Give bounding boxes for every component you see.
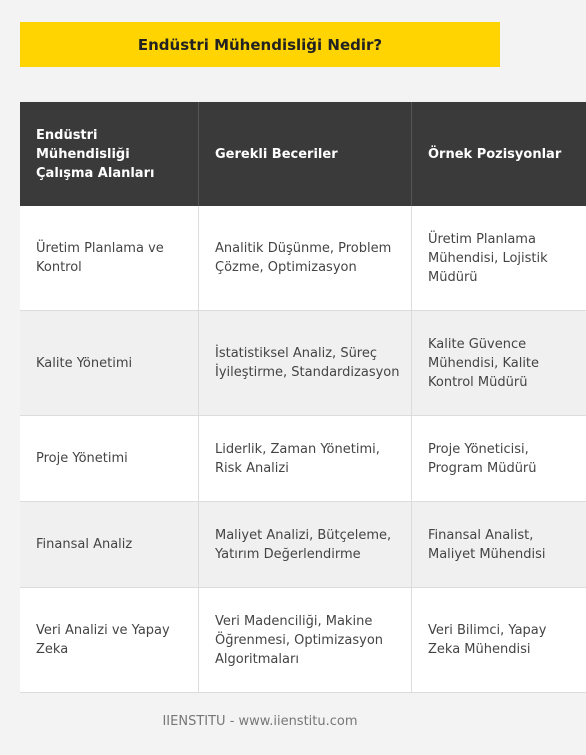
column-header-areas: Endüstri Mühendisliği Çalışma Alanları [20,102,199,206]
table-cell: Üretim Planlama Mühendisi, Lojistik Müdürü [412,206,586,311]
table-cell: Veri Bilimci, Yapay Zeka Mühendisi [412,588,586,693]
column-header-skills: Gerekli Beceriler [199,102,412,206]
table-cell: İstatistiksel Analiz, Süreç İyileştirme, Standardizasyon [199,311,412,416]
column-header-positions: Örnek Pozisyonlar [412,102,586,206]
table-row [20,588,586,693]
table-cell: Kalite Yönetimi [20,311,199,416]
table-cell: Veri Madenciliği, Makine Öğrenmesi, Optimizasyon Algoritmaları [199,588,412,693]
table-row [20,502,586,588]
table-row [20,206,586,311]
table-cell: Finansal Analiz [20,502,199,588]
page-title-banner [20,22,500,67]
data-table-container [20,102,562,693]
table-cell: Analitik Düşünme, Problem Çözme, Optimizasyon [199,206,412,311]
data-table [20,102,586,693]
table-cell: Veri Analizi ve Yapay Zeka [20,588,199,693]
table-cell: Liderlik, Zaman Yönetimi, Risk Analizi [199,416,412,502]
table-row [20,311,586,416]
table-header-row [20,102,586,206]
table-cell: Proje Yöneticisi, Program Müdürü [412,416,586,502]
table-cell: Proje Yönetimi [20,416,199,502]
table-cell: Kalite Güvence Mühendisi, Kalite Kontrol Müdürü [412,311,586,416]
table-row [20,416,586,502]
table-cell: Finansal Analist, Maliyet Mühendisi [412,502,586,588]
table-cell: Maliyet Analizi, Bütçeleme, Yatırım Değerlendirme [199,502,412,588]
footer-credit: IIENSTITU - www.iienstitu.com [162,714,358,729]
page-title: Endüstri Mühendisliği Nedir? [137,35,383,54]
table-cell: Üretim Planlama ve Kontrol [20,206,199,311]
